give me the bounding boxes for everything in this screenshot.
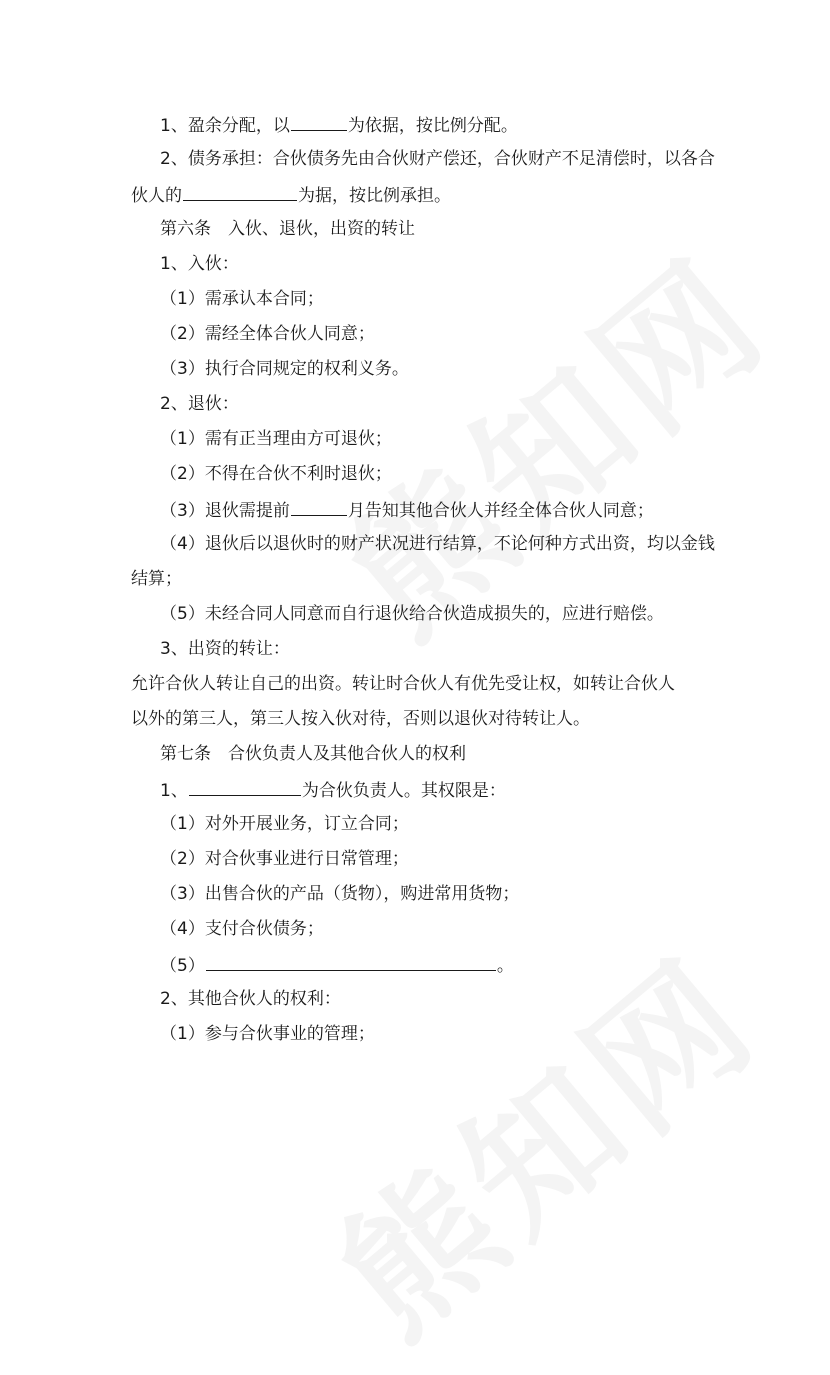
section-heading: 2、退伙： <box>160 394 239 414</box>
paragraph <box>131 182 451 208</box>
list-item <box>160 952 514 978</box>
text: 为据，按比例承担。 <box>298 186 451 206</box>
section-heading: 3、出资的转让： <box>160 639 290 659</box>
list-item: （2）不得在合伙不利时退伙； <box>160 464 392 484</box>
list-item: （1）需有正当理由方可退伙； <box>160 429 392 449</box>
article-heading: 第七条 合伙负责人及其他合伙人的权利 <box>160 744 466 764</box>
text: 为合伙负责人。其权限是： <box>301 781 506 801</box>
section-heading: 1、入伙： <box>160 254 239 274</box>
list-item: （4）退伙后以退伙时的财产状况进行结算，不论何种方式出资，均以金钱 <box>160 534 715 554</box>
list-item: （1）需承认本合同； <box>160 289 324 309</box>
paragraph: 以外的第三人，第三人按入伙对待，否则以退伙对待转让人。 <box>131 709 590 729</box>
fill-blank[interactable] <box>291 112 347 131</box>
text: 1、 <box>160 781 188 801</box>
fill-blank[interactable] <box>183 182 297 201</box>
section-heading: 2、其他合伙人的权利： <box>160 989 341 1009</box>
article-heading: 第六条 入伙、退伙，出资的转让 <box>160 219 415 239</box>
text: （3）退伙需提前 <box>160 501 290 521</box>
list-item: （5）未经合同人同意而自行退伙给合伙造成损失的，应进行赔偿。 <box>160 604 664 624</box>
list-item: （3）出售合伙的产品（货物），购进常用货物； <box>160 884 520 904</box>
list-item: （2）对合伙事业进行日常管理； <box>160 849 409 869</box>
fill-blank[interactable] <box>291 497 347 516</box>
list-item: （1）参与合伙事业的管理； <box>160 1024 375 1044</box>
text: 月告知其他合伙人并经全体合伙人同意； <box>347 501 654 521</box>
paragraph <box>160 112 518 138</box>
text: （5） <box>160 956 205 976</box>
list-item: （1）对外开展业务，订立合同； <box>160 814 409 834</box>
list-item-continuation: 结算； <box>131 569 182 589</box>
paragraph <box>160 777 506 803</box>
text: 1、盈余分配，以 <box>160 116 290 136</box>
list-item: （2）需经全体合伙人同意； <box>160 324 375 344</box>
paragraph: 2、债务承担：合伙债务先由合伙财产偿还，合伙财产不足清偿时，以各合 <box>160 149 715 169</box>
list-item: （3）执行合同规定的权利义务。 <box>160 359 409 379</box>
text: 伙人的 <box>131 186 182 206</box>
text: 为依据，按比例分配。 <box>347 116 518 136</box>
paragraph: 允许合伙人转让自己的出资。转让时合伙人有优先受让权，如转让合伙人 <box>131 674 675 694</box>
text: 。 <box>496 956 514 976</box>
list-item: （4）支付合伙债务； <box>160 919 324 939</box>
fill-blank[interactable] <box>189 777 301 796</box>
list-item <box>160 497 654 523</box>
fill-blank[interactable] <box>206 952 496 971</box>
